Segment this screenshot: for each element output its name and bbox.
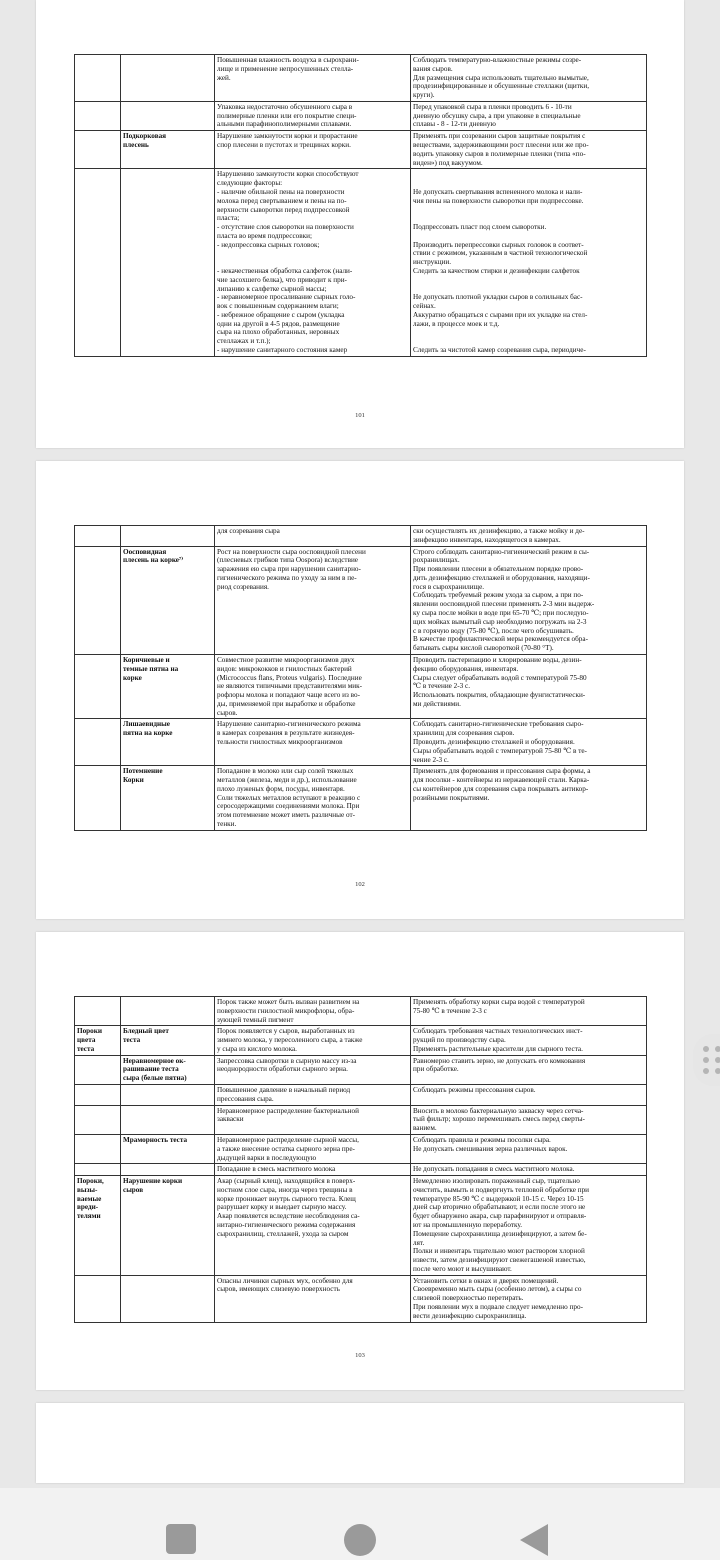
document-page-next (36, 1403, 684, 1483)
remedy-cell: Немедленно изолировать пораженный сыр, тщательно очистить, вымыть и подвергнуть тепловой обработке при температуре 85-90 ℃ с выдержкой 10-15 с. Через 10-15 дней сыр вторично обрабатывают, и если после этого не будет обнаружено акара, сыр парафинируют и отправля- ют на промышленную переработку. Помещение сырохранилища дезинфицируют, а затем бе- лят. Полки и инвентарь тщательно моют раствором хлорной извести, затем дезинфицируют свежегашеной известью, после чего моют и высушивают. (411, 1176, 647, 1276)
defect-name-cell (121, 526, 215, 547)
table-row (75, 526, 647, 547)
remedy-cell: Перед упаковкой сыра в пленки проводить 6 - 10-ти дневную обсушку сыра, а при упаковке в специальные сплавы - 8 - 12-ти дневную (411, 101, 647, 130)
table-row (75, 719, 647, 766)
group-cell (75, 101, 121, 130)
recents-button[interactable] (166, 1524, 196, 1554)
defect-name-cell (121, 1164, 215, 1176)
page-number: 101 (355, 412, 365, 419)
remedy-cell: Соблюдать санитарно-гигиенические требования сыро- хранилищ для созревания сыров. Проводить дезинфекцию стеллажей и оборудования. Сыры обрабатывать водой с температурой 75-80 ℃ в те- чение 2-3 с. (411, 719, 647, 766)
table-row (75, 1085, 647, 1106)
cause-cell: Неравномерное распределение бактериальной закваски (215, 1105, 411, 1134)
remedy-cell: Вносить в молоко бактериальную закваску через сетча- тый фильтр; хорошо перемешивать смесь перед сверты- ванием. (411, 1105, 647, 1134)
remedy-cell: Соблюдать температурно-влажностные режимы созре- вания сыров. Для размещения сыра использовать тщательно вымытые, продезинфицированные и обсушенные стеллажи (щитки, круги). (411, 55, 647, 102)
table-row (75, 1026, 647, 1055)
group-cell (75, 1275, 121, 1322)
cause-cell: Порок также может быть вызван развитием на поверхности гнилостной микрофлоры, обра- зующей темный пигмент (215, 997, 411, 1026)
remedy-cell: Строго соблюдать санитарно-гигиенический режим в сы- рохранилищах. При появлении плесени в обязательном порядке прово- дить дезинфекцию стеллажей и оборудования, находящи- гося в сырохранилище. Соблюдать требуемый режим ухода за сыром, а при по- явлении оосповидной плесени применять 2-3 мин выдерж- ку сыра после мойки в воде при 65-70 ℃; при последую- щих мойках вымытый сыр необходимо погружать на 2-3 с в горячую воду (75-80 ℃), после чего обсушивать. В качестве профилактической меры рекомендуется обра- батывать сыры кислой сывороткой (70-80 °Т). (411, 546, 647, 654)
defect-name-cell (121, 1085, 215, 1106)
table-row (75, 1164, 647, 1176)
table-row (75, 546, 647, 654)
defect-name-cell: Нарушение корки сыров (121, 1176, 215, 1276)
group-cell (75, 526, 121, 547)
group-cell (75, 654, 121, 718)
group-cell (75, 719, 121, 766)
group-cell (75, 1134, 121, 1163)
table-row (75, 131, 647, 169)
remedy-cell: Соблюдать правила и режимы посолки сыра. Не допускать смешивания зерна различных варок. (411, 1134, 647, 1163)
group-cell (75, 997, 121, 1026)
group-cell (75, 169, 121, 356)
group-cell: Пороки цвета теста (75, 1026, 121, 1055)
cause-cell: Нарушение санитарно-гигиенического режима в камерах созревания в результате жизнедея- тельности гнилостных микроорганизмов (215, 719, 411, 766)
quick-actions-button[interactable] (693, 1034, 720, 1086)
defects-table (74, 996, 647, 1323)
remedy-cell: Не допускать попадания в смесь маститного молока. (411, 1164, 647, 1176)
defect-name-cell (121, 1105, 215, 1134)
defect-name-cell: Подкорковая плесень (121, 131, 215, 169)
table-row (75, 1134, 647, 1163)
group-cell (75, 1085, 121, 1106)
defect-name-cell: Бледный цвет теста (121, 1026, 215, 1055)
group-cell (75, 1164, 121, 1176)
defect-name-cell: Оосповидная плесень на корке⁷⁾ (121, 546, 215, 654)
cause-cell: Упаковка недостаточно обсушенного сыра в полимерные пленки или его покрытие специ- альными парафинополимерными сплавами. (215, 101, 411, 130)
group-cell (75, 1055, 121, 1084)
remedy-cell: Применять при созревании сыров защитные покрытия с веществами, задерживающими рост плесени или же про- водить упаковку сыров в полимерные пленки (типа «по- виден») под вакуумом. (411, 131, 647, 169)
remedy-cell: Не допускать свертывания вспененного молока и нали- чия пены на поверхности сыворотки при подпрессовке. Подпрессовать пласт под слоем сыворотки. Производить перепрессовки сырных головок в соответ- ствии с режимом, указанным в частной технологической инструкции. Следить за качеством стирки и дезинфекции салфеток Не допускать плотной укладки сыров в солильных бас- сейнах. Аккуратно обращаться с сырами при их укладке на стел- лажи, в процессе моек и т.д. Следить за чистотой камер созревания сыра, периодиче- (411, 169, 647, 356)
cause-cell: Повышенное давление в начальный период прессования сыра. (215, 1085, 411, 1106)
defect-name-cell (121, 169, 215, 356)
remedy-cell: Равномерно ставить зерно, не допускать его комкования при обработке. (411, 1055, 647, 1084)
defects-table (74, 54, 647, 357)
cause-cell: Рост на поверхности сыра оосповидной плесени (плесневых грибков типа Oospora) вследствие заражения ею сыра при нарушении санитарно- гигиенического режима по уходу за ним в пе- риод созревания. (215, 546, 411, 654)
document-page-102 (36, 461, 684, 919)
remedy-cell: ски осуществлять их дезинфекцию, а также мойку и де- зинфекцию инвентаря, находящегося в камерах. (411, 526, 647, 547)
cause-cell: Попадание в смесь маститного молока (215, 1164, 411, 1176)
group-cell (75, 766, 121, 830)
cause-cell: Опасны личинки сырных мух, особенно для сыров, имеющих слизевую поверхность (215, 1275, 411, 1322)
remedy-cell: Соблюдать требования частных технологических инст- рукций по производству сыра. Применять растительные красители для сырного теста. (411, 1026, 647, 1055)
cause-cell: Повышенная влажность воздуха в сырохрани- лище и применение непросушенных стелла- жей. (215, 55, 411, 102)
defect-name-cell (121, 55, 215, 102)
cause-cell: Нарушению замкнутости корки способствуют следующие факторы: - наличие обильной пены на поверхности молока перед свертыванием и пены на по- верхности сыворотки перед подпрессовкой пласта; - отсутствие слоя сыворотки на поверхности пласта во время подпрессовки; - недопрессовка сырных головок; - некачественная обработка салфеток (нали- чие засохшего белка), что приводит к при- липанию к салфетке сырной массы; - неравномерное просаливание сырных голо- вок с повышенным содержанием влаги; - небрежное обращение с сыром (укладка одни на другой в 4-5 рядов, размещение сыра на плохо обработанных, неровных стеллажах и т.п.); - нарушение санитарного состояния камер (215, 169, 411, 356)
table-row (75, 766, 647, 830)
defect-name-cell: Коричневые и темные пятна на корке (121, 654, 215, 718)
table-row (75, 654, 647, 718)
cause-cell: для созревания сыра (215, 526, 411, 547)
remedy-cell: Применять для формования и прессования сыра формы, а для посолки - контейнеры из нержавеющей стали. Карка- сы контейнеров для созревания сыра покрывать антикор- розийными покрытиями. (411, 766, 647, 830)
table-row (75, 1055, 647, 1084)
defect-name-cell (121, 997, 215, 1026)
group-cell (75, 546, 121, 654)
group-cell (75, 131, 121, 169)
back-button[interactable] (520, 1524, 548, 1556)
defect-name-cell: Потемнение Корки (121, 766, 215, 830)
table-row (75, 55, 647, 102)
cause-cell: Запрессовка сыворотки в сырную массу из-за неоднородности обработки сырного зерна. (215, 1055, 411, 1084)
remedy-cell: Соблюдать режимы прессования сыров. (411, 1085, 647, 1106)
remedy-cell: Применять обработку корки сыра водой с температурой 75-80 ℃ в течение 2-3 с (411, 997, 647, 1026)
document-page-103 (36, 932, 684, 1390)
page-number: 102 (355, 881, 365, 888)
table-row (75, 101, 647, 130)
defects-table (74, 525, 647, 831)
cause-cell: Совместное развитие микроорганизмов двух видов: микрококков и гнилостных бактерий (Micrococcus flans, Proteus vulgaris). Последние не являются типичными представителями мик- рофлоры молока и попадают чаще всего из во- ды, применяемой при выработке и обработке сыров. (215, 654, 411, 718)
group-cell (75, 55, 121, 102)
table-row (75, 997, 647, 1026)
remedy-cell: Проводить пастеризацию и хлорирование воды, дезин- фекцию оборудования, инвентаря. Сыры следует обрабатывать водой с температурой 75-80 ℃ в течение 2-3 с. Использовать покрытия, обладающие фунгистатически- ми действиями. (411, 654, 647, 718)
home-button[interactable] (344, 1524, 376, 1556)
cause-cell: Нарушение замкнутости корки и прорастание спор плесени в пустотах и трещинах корки. (215, 131, 411, 169)
table-row (75, 1105, 647, 1134)
cause-cell: Акар (сырный клещ), находящийся в поверх- ностном слое сыра, иногда через трещины в корке проникает внутрь сырного теста. Клещ разрушает корку и выедает сырную массу. Акар появляется вследствие несоблюдения са- нитарно-гигиенического режима содержания сырохранилищ, стеллажей, ухода за сыром (215, 1176, 411, 1276)
defect-name-cell (121, 101, 215, 130)
defect-name-cell: Неравномерное ок- рашивание теста сыра (белые пятна) (121, 1055, 215, 1084)
defect-name-cell: Мраморность теста (121, 1134, 215, 1163)
group-cell: Пороки, вызы- ваемые вреди- телями (75, 1176, 121, 1276)
document-page-101 (36, 0, 684, 448)
cause-cell: Попадание в молоко или сыр солей тяжелых металлов (железа, меди и др.), использование плохо луженых форм, посуды, инвентаря. Соли тяжелых металлов вступают в реакцию с серосодержащими соединениями молока. При этом потемнение может иметь различные от- тенки. (215, 766, 411, 830)
page-number: 103 (355, 1352, 365, 1359)
table-row (75, 1176, 647, 1276)
table-row (75, 1275, 647, 1322)
defect-name-cell: Лишаевидные пятна на корке (121, 719, 215, 766)
group-cell (75, 1105, 121, 1134)
defect-name-cell (121, 1275, 215, 1322)
cause-cell: Порок появляется у сыров, выработанных из зимнего молока, у пересоленного сыра, а также у сыра из кислого молока. (215, 1026, 411, 1055)
remedy-cell: Установить сетки в окнах и дверях помещений. Своевременно мыть сыры (особенно летом), а сыры со слизевой поверхностью перетирать. При появлении мух в подвале следует немедленно про- вести дезинфекцию сырохранилища. (411, 1275, 647, 1322)
cause-cell: Неравномерное распределение сырной массы, а также внесение остатка сырного зерна пре- дыдущей варки в последующую (215, 1134, 411, 1163)
table-row (75, 169, 647, 356)
